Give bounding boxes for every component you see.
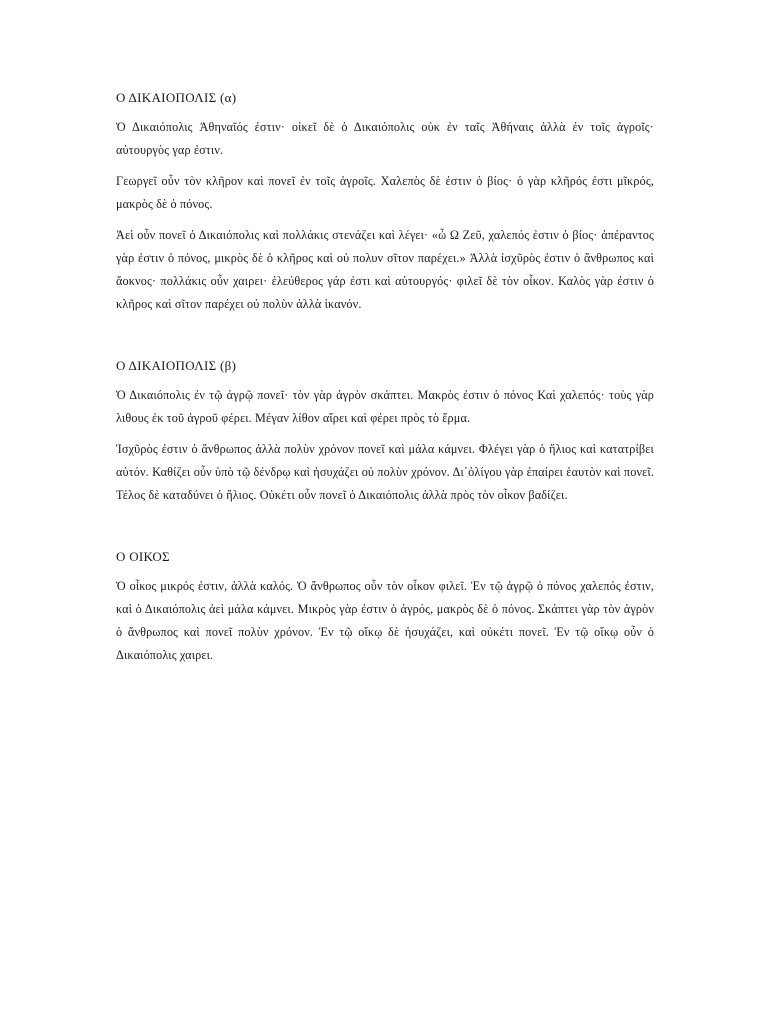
section-dikaiopolis-b — [116, 356, 654, 507]
section-dikaiopolis-a — [116, 88, 654, 316]
paragraph: Ὁ οἶκος μικρός ἐστιν, ἀλλὰ καλός. Ὁ ἄνθρωπος οὖν τὸν οἶκον φιλεῖ. Ἐν τῷ ἀγρῷ ὁ πόνος χαλεπός ἐστιν, καὶ ὁ Δικαιόπολις ἀεὶ μάλα κάμνει. Μικρὸς γὰρ ἐστιν ὁ ἀγρός, μακρὸς δὲ ὁ πόνος. Σκάπτει γὰρ τὸν ἀγρὸν ὁ ἄνθρωπος καὶ πονεῖ πολὺν χρόνον. Ἐν τῷ οἴκῳ δὲ ἡσυχάζει, καὶ οὐκέτι πονεῖ. Ἐν τῷ οἴκῳ οὖν ὁ Δικαιόπολις χαιρει. — [116, 579, 654, 662]
section-title: Ο ΔΙΚΑΙΟΠΟΛΙΣ (α) — [116, 90, 237, 105]
section-title: Ο ΟΙΚΟΣ — [116, 549, 170, 564]
paragraph: Γεωργεῖ οὖν τὸν κλῆρον καὶ πονεῖ ἐν τοῖς ἀγροῖς. Χαλεπὸς δὲ ἐστιν ὁ βίος· ὁ γὰρ κλῆρός ἐστι μῖκρός, μακρὸς δὲ ὁ πόνος. — [116, 174, 654, 211]
paragraph: Ἀεὶ οὖν πονεῖ ὁ Δικαιόπολις καὶ πολλάκις στενάζει καὶ λέγει· «ὦ Ω Ζεῦ, χαλεπός ἐστιν ὁ βίος· ἀπέραντος γὰρ ἐστιν ὁ πόνος, μικρὸς δὲ ὁ κλῆρος καὶ οὐ πολυν σῖτον παρέχει.» Ἀλλὰ ἰσχῦρὸς ἐστιν ὁ ἄνθρωπος καὶ ἄοκνος· πολλάκις οὖν χαιρει· ἐλεύθερος γάρ ἐστι καὶ αὐτουργός· φιλεῖ δὲ τὸν οἶκον. Καλὸς γὰρ ἐστιν ὁ κλῆρος καὶ σῖτον παρέχει οὐ πολὺν ἀλλὰ ἱκανόν. — [116, 228, 654, 311]
paragraph: Ὁ Δικαιόπολις Ἀθηναῖός ἐστιν· οἰκεῖ δὲ ὁ Δικαιόπολις οὐκ ἐν ταῖς Ἀθήναις ἀλλὰ ἐν τοῖς ἀγροῖς· αὐτουργὸς γαρ ἐστιν. — [116, 120, 654, 157]
document-page — [116, 88, 654, 707]
section-oikos — [116, 547, 654, 667]
section-title: Ο ΔΙΚΑΙΟΠΟΛΙΣ (β) — [116, 358, 237, 373]
paragraph: Ὁ Δικαιόπολις ἐν τῷ ἀγρῷ πονεῖ· τὸν γὰρ ἀγρὸν σκάπτει. Μακρὸς ἐστιν ὁ πόνος Καὶ χαλεπός· τοὺς γὰρ λιθους ἐκ τοῦ ἀγροῦ φέρει. Μέγαν λίθον αἴρει καὶ φέρει πρὸς τὸ ἕρμα. — [116, 388, 654, 425]
paragraph: Ἰσχῦρὸς ἐστιν ὁ ἄνθρωπος ἀλλὰ πολὺν χρόνον πονεῖ καὶ μάλα κάμνει. Φλέγει γὰρ ὁ ἥλιος καὶ κατατρίβει αὐτόν. Καθίζει οὖν ὑπὸ τῷ δένδρῳ καὶ ἡσυχάζει οὐ πολὺν χρόνον. Δι᾽ὀλίγου γὰρ ἐπαίρει ἑαυτὸν καὶ πονεῖ. Τέλος δὲ καταδύνει ὁ ἥλιος. Οὐκέτι οὖν πονεῖ ὁ Δικαιόπολις ἀλλὰ πρὸς τὸν οἶκον βαδίζει. — [116, 442, 654, 502]
